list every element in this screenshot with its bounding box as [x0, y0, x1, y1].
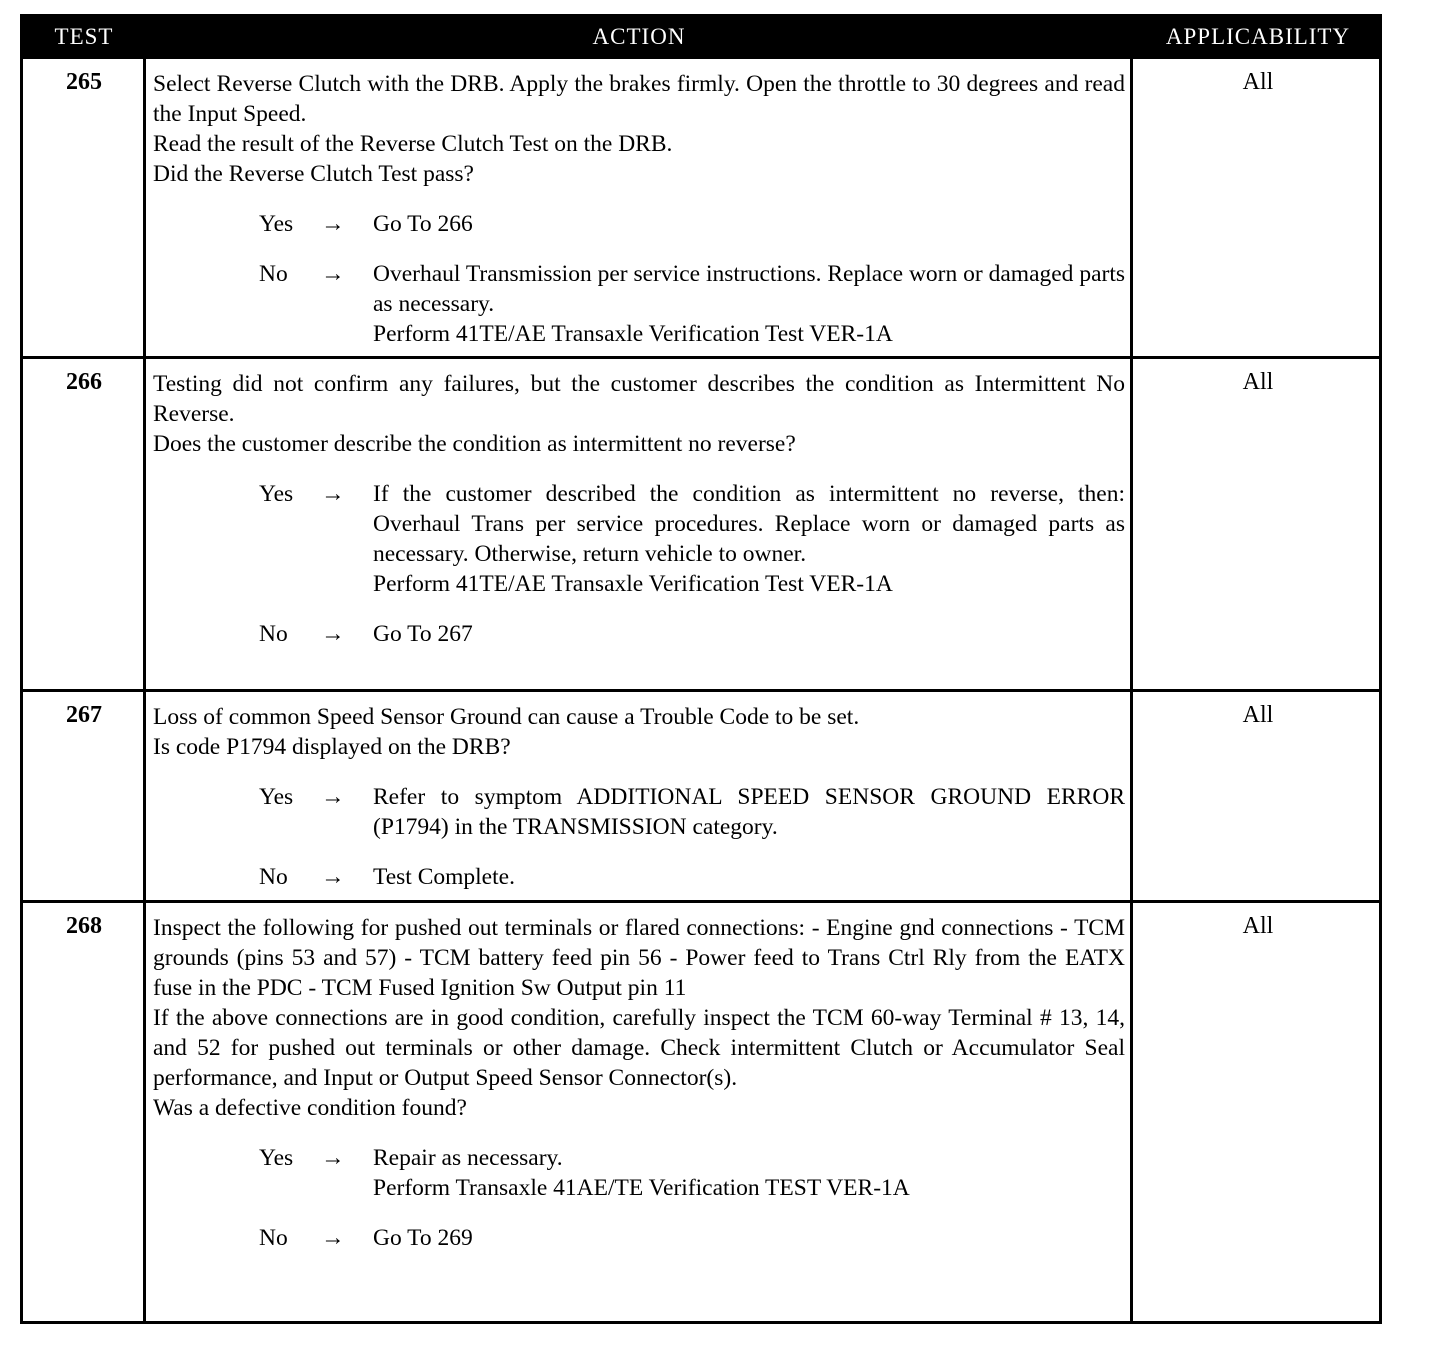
header-test: TEST: [54, 24, 114, 49]
yes-label: Yes: [259, 1145, 294, 1171]
action-text: Read the result of the Reverse Clutch Test on the DRB.: [153, 131, 673, 157]
no-result: [373, 862, 1125, 892]
yes-result: [373, 1143, 1125, 1203]
yes-outcome: [153, 782, 1125, 842]
yes-result: [373, 782, 1125, 842]
applicability-value: All: [1242, 913, 1274, 939]
applicability-value: All: [1242, 369, 1274, 395]
result-text: Repair as necessary.: [373, 1145, 563, 1171]
table-row: [23, 356, 1379, 689]
arrow-right-icon: →: [321, 1145, 345, 1171]
no-label: No: [259, 621, 288, 647]
yes-outcome: [153, 1143, 1125, 1203]
no-result: [373, 619, 1125, 649]
action-text: Was a defective condition found?: [153, 1095, 467, 1121]
result-text: Perform 41TE/AE Transaxle Verification Test VER-1A: [373, 571, 893, 597]
result-text: Go To 267: [373, 621, 473, 647]
no-result: [373, 1223, 1125, 1253]
action-text: Select Reverse Clutch with the DRB. Apply the brakes firmly. Open the throttle to 30 degrees and read the Input Speed.: [153, 71, 1125, 127]
action-cell: [153, 913, 1125, 1253]
table-row: [23, 59, 1379, 356]
action-text: Is code P1794 displayed on the DRB?: [153, 734, 511, 760]
yes-label: Yes: [259, 784, 294, 810]
no-outcome: [153, 619, 1125, 649]
arrow-right-icon: →: [321, 621, 345, 647]
no-label: No: [259, 261, 288, 287]
result-text: Perform 41TE/AE Transaxle Verification Test VER-1A: [373, 321, 893, 347]
result-text: Refer to symptom ADDITIONAL SPEED SENSOR GROUND ERROR (P1794) in the TRANSMISSION category.: [373, 784, 1125, 840]
action-text: Testing did not confirm any failures, but the customer describes the condition as Intermittent No Reverse.: [153, 371, 1125, 427]
arrow-right-icon: →: [321, 481, 345, 507]
header-action: ACTION: [592, 24, 686, 49]
result-text: Go To 266: [373, 211, 473, 237]
test-number: 267: [66, 702, 102, 728]
action-text: Loss of common Speed Sensor Ground can cause a Trouble Code to be set.: [153, 704, 860, 730]
test-number: 265: [66, 69, 102, 95]
result-text: If the customer described the condition as intermittent no reverse, then: Overhaul Trans per service procedures. Replace worn or damaged parts as necessary. Otherwise, return vehicle to owner.: [373, 481, 1125, 567]
action-cell: [153, 369, 1125, 649]
yes-label: Yes: [259, 211, 294, 237]
action-text: Does the customer describe the condition as intermittent no reverse?: [153, 431, 796, 457]
table-row: [23, 900, 1379, 1324]
applicability-value: All: [1242, 69, 1274, 95]
result-text: Overhaul Transmission per service instructions. Replace worn or damaged parts as necessary.: [373, 261, 1125, 317]
no-outcome: [153, 862, 1125, 892]
arrow-right-icon: →: [321, 864, 345, 890]
yes-result: [373, 479, 1125, 599]
arrow-right-icon: →: [321, 1225, 345, 1251]
yes-outcome: [153, 479, 1125, 599]
table-header: [23, 17, 1379, 59]
action-cell: [153, 69, 1125, 349]
arrow-right-icon: →: [321, 211, 345, 237]
arrow-right-icon: →: [321, 784, 345, 810]
yes-outcome: [153, 209, 1125, 239]
no-outcome: [153, 259, 1125, 349]
result-text: Test Complete.: [373, 864, 515, 890]
yes-result: [373, 209, 1125, 239]
test-number: 268: [66, 913, 102, 939]
result-text: Perform Transaxle 41AE/TE Verification TEST VER-1A: [373, 1175, 910, 1201]
applicability-value: All: [1242, 702, 1274, 728]
no-result: [373, 259, 1125, 349]
table-row: [23, 689, 1379, 900]
no-label: No: [259, 864, 288, 890]
action-text: Inspect the following for pushed out terminals or flared connections: - Engine gnd connections - TCM grounds (pins 53 and 57) - TCM battery feed pin 56 - Power feed to Trans Ctrl Rly from the EATX fuse in the PDC - TCM Fused Ignition Sw Output pin 11: [153, 915, 1125, 1001]
action-cell: [153, 702, 1125, 892]
header-applicability: APPLICABILITY: [1165, 24, 1351, 49]
test-number: 266: [66, 369, 102, 395]
yes-label: Yes: [259, 481, 294, 507]
action-text: Did the Reverse Clutch Test pass?: [153, 161, 474, 187]
result-text: Go To 269: [373, 1225, 473, 1251]
action-text: If the above connections are in good condition, carefully inspect the TCM 60-way Terminal # 13, 14, and 52 for pushed out terminals or other damage. Check intermittent Clutch or Accumulator Seal performance, and Input or Output Speed Sensor Connector(s).: [153, 1005, 1125, 1091]
arrow-right-icon: →: [321, 261, 345, 287]
no-label: No: [259, 1225, 288, 1251]
diagnostic-table: [20, 14, 1382, 1324]
no-outcome: [153, 1223, 1125, 1253]
